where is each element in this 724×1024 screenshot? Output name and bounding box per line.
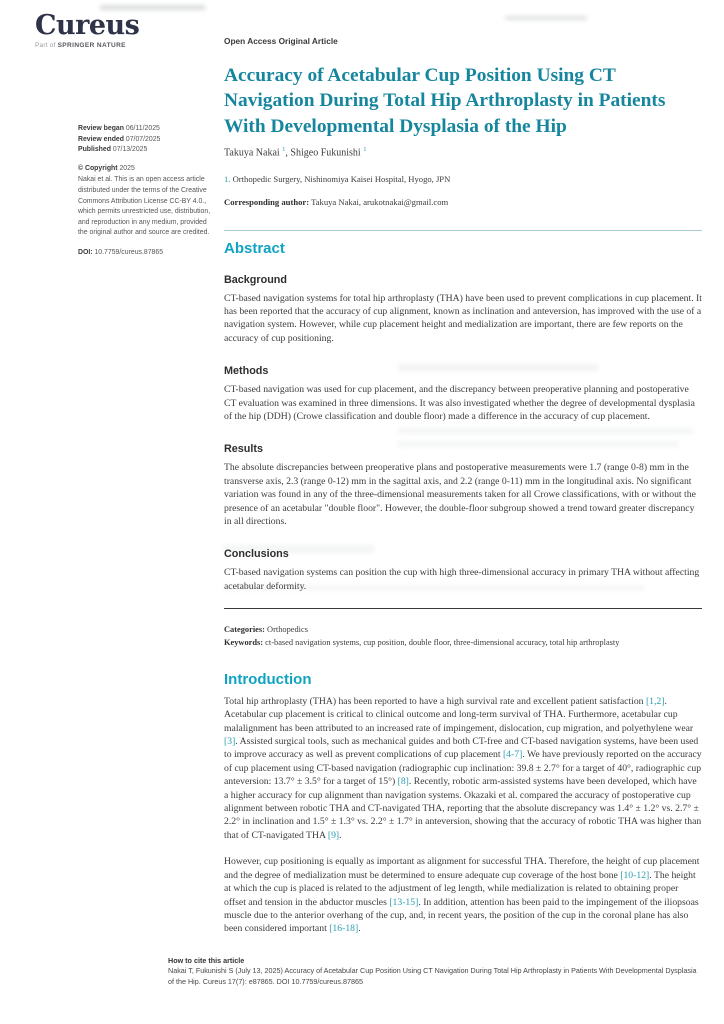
review-ended-label: Review ended xyxy=(78,135,124,143)
keywords-value: ct-based navigation systems, cup position, double floor, three-dimensional accuracy, total hip arthroplasty xyxy=(263,638,620,648)
conclusions-heading: Conclusions xyxy=(224,548,289,561)
citation-link[interactable]: [9] xyxy=(327,829,340,841)
text-segment: However, cup positioning is equally as important as alignment for successful THA. Therefore, the height of cup placement and the degree of medialization must be determined to ensure adequate cup coverage of the host bone xyxy=(224,856,700,881)
text-segment: . We have previously reported on the accuracy of cup placement using CT-based navigation (radiographic cup inclination: 39.8 ± 2.7° for a target of 40°, radiographic cup anteversion: 13.7° ± 3.5° for a target of 15°) xyxy=(224,749,702,788)
published-line xyxy=(78,145,212,156)
citation-link[interactable]: [4-7] xyxy=(502,749,523,761)
keywords-line xyxy=(224,637,702,650)
introduction-heading: Introduction xyxy=(224,670,312,688)
text-segment: . The height at which the cup is placed is related to the adjustment of leg length, while medialization is related to obtaining proper offset and tension in the abductor muscles xyxy=(224,869,696,908)
text-segment: Total hip arthroplasty (THA) has been reported to have a high survival rate and excellent patient satisfaction xyxy=(224,695,646,707)
author-affiliation-superscript: 1 xyxy=(282,146,286,154)
results-heading: Results xyxy=(224,443,264,456)
methods-heading: Methods xyxy=(224,365,269,378)
methods-text: CT-based navigation was used for cup placement, and the discrepancy between preoperative planning and postoperative CT evaluation was examined in three dimensions. It was also investigated whether the degree of developmental dysplasia of the hip (DDH) (Crowe classification and double floor) made a difference in the accuracy of cup placement. xyxy=(224,384,695,422)
abstract-bottom-divider xyxy=(224,608,702,609)
corresponding-author-label: Corresponding author: xyxy=(224,196,310,207)
article-main-column xyxy=(224,36,702,936)
doi-line xyxy=(78,248,212,259)
categories-value: Orthopedics xyxy=(264,625,308,635)
springer-nature-tagline xyxy=(35,42,139,49)
copyright-label: © Copyright xyxy=(78,164,118,172)
text-segment: . Assisted surgical tools, such as mechanical guides and both CT-free and CT-based navigation systems, have been used to improve accuracy as well as prevent complications of cup placement xyxy=(224,736,699,761)
springer-nature-brand: SPRINGER NATURE xyxy=(57,42,126,49)
scan-smudge xyxy=(505,16,587,20)
review-began-label: Review began xyxy=(78,125,124,132)
tagline-prefix: Part of xyxy=(35,42,58,49)
introduction-paragraph-1 xyxy=(224,695,702,842)
text-segment: , Shigeo Fukunishi xyxy=(285,147,364,159)
copyright-year: 2025 xyxy=(119,164,135,172)
categories-line xyxy=(224,624,702,637)
background-heading: Background xyxy=(224,273,287,286)
categories-keywords-block xyxy=(224,624,702,650)
citation-link[interactable]: [16-18] xyxy=(329,923,359,935)
article-title: Accuracy of Acetabular Cup Position Using CT Navigation During Total Hip Arthroplasty in Patients With Developmental Dysplasia of the Hip xyxy=(224,65,666,137)
author-affiliation-superscript: 1 xyxy=(363,146,367,154)
text-segment: . xyxy=(358,923,361,935)
copyright-text: Nakai et al. This is an open access article distributed under the terms of the Creative Commons Attribution License CC-BY 4.0., which permits unrestricted use, distribution, and reproduction in any medium, provided the original author and source are credited. xyxy=(78,176,211,237)
text-segment: . xyxy=(339,829,342,841)
background-text: CT-based navigation systems for total hip arthroplasty (THA) have been used to prevent complications in cup placement. It has been reported that the accuracy of cup alignment, known as inclination and anteversion, has improved with the use of a navigation system. However, while cup placement height and medialization are important, there are few reports on the accuracy of cup positioning. xyxy=(224,292,702,344)
conclusions-text: CT-based navigation systems can position the cup with high three-dimensional accuracy in primary THA without affecting acetabular deformity. xyxy=(224,567,700,592)
review-ended-line xyxy=(78,135,212,146)
text-segment: Takuya Nakai xyxy=(224,147,283,159)
review-began-line xyxy=(78,124,212,135)
citation-text: Nakai T, Fukunishi S (July 13, 2025) Accuracy of Acetabular Cup Position Using CT Navigation During Total Hip Arthroplasty in Patients With Developmental Dysplasia of the Hip. Cureus 17(7): e87865. DOI 10.7759/cureus.87865 xyxy=(168,966,697,986)
review-ended-date: 07/07/2025 xyxy=(125,135,161,143)
article-meta-sidebar xyxy=(78,124,212,259)
text-segment: . Recently, robotic arm-assisted systems have been developed, which have a higher accuracy for cup alignment than navigation systems. Okazaki et al. compared the accuracy of postoperative cup alignment between robotic THA and CT-navigated THA, reporting that the absolute discrepancy was 1.4° ± 1.2° vs. 2.7° ± 2.2° in inclination and 1.5° ± 1.3° vs. 2.2° ± 1.7° in anteversion, showing that the accuracy of robotic THA was higher than that of CT-navigated THA xyxy=(224,776,702,841)
citation-link[interactable]: [1,2] xyxy=(645,695,665,707)
article-type-label: Open Access Original Article xyxy=(224,36,338,46)
copyright-line xyxy=(78,164,212,175)
citation-link[interactable]: [10-12] xyxy=(620,869,650,881)
citation-link[interactable]: [8] xyxy=(397,776,409,788)
doi-label: DOI: xyxy=(78,248,93,256)
journal-header xyxy=(35,12,139,49)
cureus-logo: Cureus xyxy=(35,10,140,41)
categories-label: Categories: xyxy=(224,625,265,635)
corresponding-author-value: Takuya Nakai, arukotnakai@gmail.com xyxy=(309,196,449,207)
how-to-cite-label: How to cite this article xyxy=(168,956,245,965)
keywords-label: Keywords: xyxy=(224,638,264,648)
introduction-paragraph-2 xyxy=(224,855,702,935)
review-began-date: 06/11/2025 xyxy=(125,125,160,132)
affiliation-text: Orthopedic Surgery, Nishinomiya Kaisei Hospital, Hyogo, JPN xyxy=(230,173,451,184)
citation-link[interactable]: [13-15] xyxy=(389,896,419,908)
text-segment: . In addition, attention has been paid to the impingement of the iliopsoas muscle due to the anterior overhang of the cup, and, in recent years, the position of the cup in the coronal plane has also been considered important xyxy=(224,896,699,935)
doi-value[interactable]: 10.7759/cureus.87865 xyxy=(94,248,164,256)
corresponding-author-line xyxy=(224,197,702,207)
text-segment: . Acetabular cup placement is critical to clinical outcome and long-term survival of THA. Furthermore, acetabular cup malalignment has been attributed to an increased rate of impingement, dislocation, cup migration, and polyethylene wear xyxy=(224,695,694,734)
author-list xyxy=(224,146,702,158)
citation-link[interactable]: [3] xyxy=(224,736,236,748)
abstract-top-divider xyxy=(224,230,702,231)
affiliation-number: 1. xyxy=(224,173,231,184)
published-date: 07/13/2025 xyxy=(112,146,148,154)
affiliation-line xyxy=(224,174,702,184)
citation-footer xyxy=(168,956,698,987)
published-label: Published xyxy=(78,146,111,154)
results-text: The absolute discrepancies between preoperative plans and postoperative measurements were 1.7 (range 0-8) mm in the transverse axis, 2.3 (range 0-12) mm in the sagittal axis, and 2.2 (range 0-11) mm in the longitudinal axis. No significant variation was found in any of the three-dimensional measurements taken for all Crowe classifications, with or without the presence of an acetabular "double floor". However, the double-floor subgroup showed a trend toward greater discrepancy in all directions. xyxy=(224,462,696,528)
abstract-heading: Abstract xyxy=(224,239,285,257)
